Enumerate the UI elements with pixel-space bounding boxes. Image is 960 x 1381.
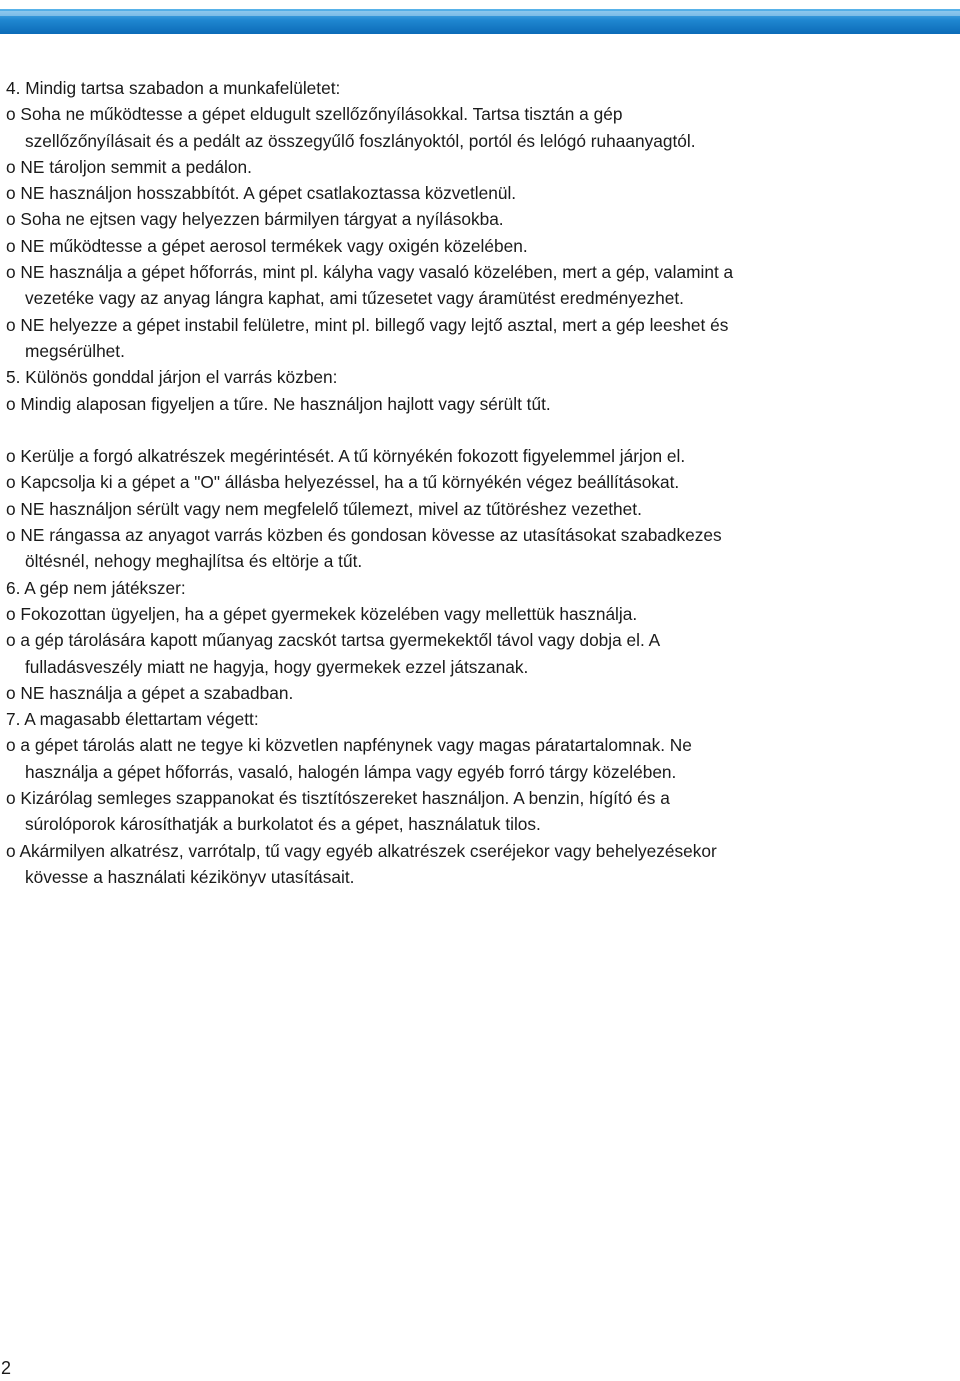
list-item-continuation: öltésnél, nehogy meghajlítsa és eltörje a tűt. (25, 551, 363, 572)
paragraph-gap (6, 417, 946, 443)
list-item: o a gépet tárolás alatt ne tegye ki közvetlen napfénynek vagy magas páratartalomnak. Ne (6, 735, 692, 756)
list-item: o Kizárólag semleges szappanokat és tisztítószereket használjon. A benzin, hígító és a (6, 788, 670, 809)
list-item-continuation: szellőzőnyílásait és a pedált az összegyűlő foszlányoktól, portól és lelógó ruhaanyagtól. (25, 130, 696, 151)
list-item-continuation: fulladásveszély miatt ne hagyja, hogy gyermekek ezzel játszanak. (25, 656, 529, 677)
list-item: o NE helyezze a gépet instabil felületre, mint pl. billegő vagy lejtő asztal, mert a gép leeshet és (6, 314, 729, 335)
section-4-heading: 4. Mindig tartsa szabadon a munkafelületet: (6, 78, 341, 98)
list-item: o NE rángassa az anyagot varrás közben és gondosan kövesse az utasításokat szabadkezes (6, 525, 722, 546)
list-item-continuation: használja a gépet hőforrás, vasaló, halogén lámpa vagy egyéb forró tárgy közelében. (25, 761, 677, 782)
list-item-continuation: vezetéke vagy az anyag lángra kaphat, ami tűzesetet vagy áramütést eredményezhet. (25, 288, 684, 309)
list-item-continuation: kövesse a használati kézikönyv utasításait. (25, 866, 355, 887)
section-6-heading: 6. A gép nem játékszer: (6, 577, 186, 598)
list-item-continuation: súrolóporok károsíthatják a burkolatot és a gépet, használatuk tilos. (25, 814, 541, 835)
list-item: o NE használja a gépet hőforrás, mint pl. kályha vagy vasaló közelében, mert a gép, valamint a (6, 262, 734, 283)
list-item: o Mindig alaposan figyeljen a tűre. Ne használjon hajlott vagy sérült tűt. (6, 393, 551, 414)
list-item: o NE használjon hosszabbítót. A gépet csatlakoztassa közvetlenül. (6, 183, 517, 204)
list-item: o Soha ne működtesse a gépet eldugult szellőzőnyílásokkal. Tartsa tisztán a gép (6, 104, 623, 125)
list-item: o Kapcsolja ki a gépet a "O" állásba helyezéssel, ha a tű környékén végez beállításokat. (6, 472, 680, 493)
list-item: o NE működtesse a gépet aerosol termékek vagy oxigén közelében. (6, 235, 528, 256)
list-item: o Fokozottan ügyeljen, ha a gépet gyermekek közelében vagy mellettük használja. (6, 603, 638, 624)
list-item: o Soha ne ejtsen vagy helyezzen bármilyen tárgyat a nyílásokba. (6, 209, 504, 230)
list-item: o a gép tárolására kapott műanyag zacskót tartsa gyermekektől távol vagy dobja el. A (6, 630, 661, 651)
page-number: 2 (1, 1358, 12, 1378)
list-item: o Kerülje a forgó alkatrészek megérintését. A tű környékén fokozott figyelemmel járjon el. (6, 446, 686, 467)
list-item: o Akármilyen alkatrész, varrótalp, tű vagy egyéb alkatrészek cseréjekor vagy behelyezésekor (6, 840, 717, 861)
header-color-band (0, 9, 960, 34)
list-item: o NE tároljon semmit a pedálon. (6, 156, 252, 177)
section-5-heading: 5. Különös gonddal járjon el varrás közben: (6, 367, 338, 388)
safety-instructions-body (6, 75, 946, 890)
list-item-continuation: megsérülhet. (25, 340, 125, 361)
list-item: o NE használjon sérült vagy nem megfelelő tűlemezt, mivel az tűtöréshez vezethet. (6, 498, 642, 519)
list-item: o NE használja a gépet a szabadban. (6, 682, 294, 703)
section-7-heading: 7. A magasabb élettartam végett: (6, 709, 259, 730)
